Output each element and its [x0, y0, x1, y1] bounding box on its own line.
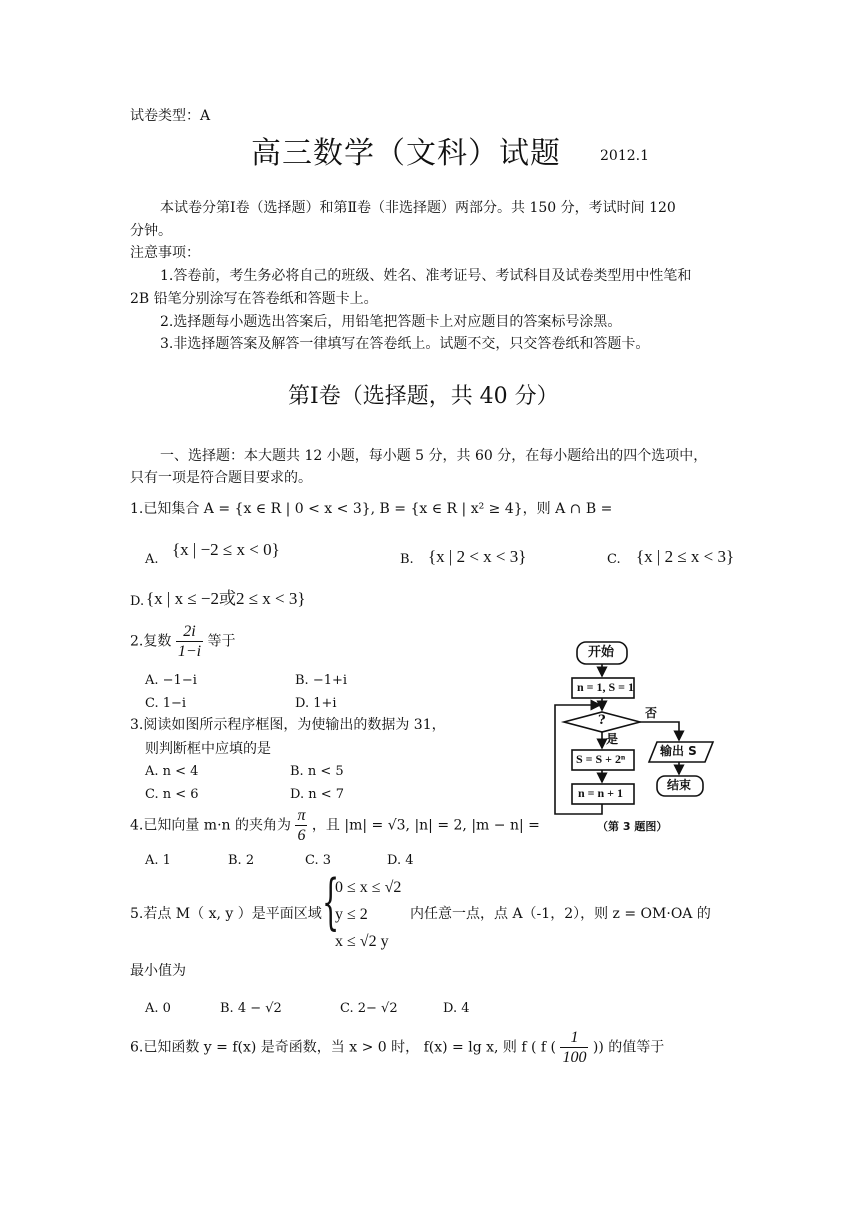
flowchart-update-s-label: S = S + 2ⁿ	[576, 752, 626, 766]
q3-stem-2: 则判断框中应填的是	[145, 741, 271, 757]
q2-option-d: D. 1+i	[295, 696, 337, 711]
q4-option-c: C. 3	[305, 853, 332, 868]
q2-prefix: 2.复数	[130, 633, 172, 650]
note-3: 3.非选择题答案及解答一律填写在答卷纸上。试题不交，只交答卷纸和答题卡。	[160, 336, 650, 352]
q5-option-c: C. 2− √2	[340, 1001, 398, 1016]
q6-denominator: 100	[562, 1049, 587, 1067]
q4-suffix: ，且 |m| = √3, |n| = 2, |m − n| =	[311, 817, 540, 834]
q6-fraction	[560, 1028, 588, 1067]
q3-option-c: C. n < 6	[145, 787, 199, 802]
q5-suffix: 内任意一点，点 A（-1，2），则 z = OM·OA 的	[410, 906, 711, 922]
exam-date: 2012.1	[600, 148, 649, 164]
q5-system-line-2: y ≤ 2	[335, 906, 368, 923]
note-1a: 1.答卷前，考生务必将自己的班级、姓名、准考证号、考试科目及试卷类型用中性笔和	[160, 268, 692, 284]
q5-stem-2: 最小值为	[130, 963, 186, 979]
flowchart-caption: （第 3 题图）	[597, 820, 668, 833]
q5-option-d: D. 4	[443, 1001, 470, 1016]
q6-numerator: 1	[560, 1028, 588, 1048]
q5-option-a: A. 0	[145, 1001, 171, 1016]
q1-option-d-label: D.	[130, 594, 145, 609]
section-instruction-2: 只有一项是符合题目要求的。	[130, 470, 312, 486]
flowchart-output-label: 输出 S	[660, 744, 697, 758]
flowchart-diagram	[545, 628, 745, 840]
q5-system-brace: {	[322, 867, 340, 937]
q5-option-b: B. 4 − √2	[220, 1001, 282, 1016]
flowchart-start-label: 开始	[588, 645, 615, 660]
q1-option-c: {x | 2 ≤ x < 3}	[636, 547, 735, 566]
flowchart-update-n-label: n = n + 1	[578, 786, 624, 800]
paper-type: 试卷类型：A	[130, 108, 211, 124]
q4-fraction	[295, 806, 307, 845]
section-instruction-1: 一、选择题：本大题共 12 小题，每小题 5 分，共 60 分，在每小题给出的四个选项中，	[160, 448, 708, 464]
q1-option-d: {x | x ≤ −2或2 ≤ x < 3}	[146, 589, 306, 608]
page-title: 高三数学（文科）试题	[251, 136, 561, 171]
q4-denominator: 6	[297, 827, 306, 845]
q2-denominator: 1−i	[177, 643, 202, 661]
q2-stem	[130, 622, 236, 661]
q4-numerator: π	[295, 806, 307, 826]
q1-option-a-label: A.	[145, 552, 159, 567]
q5-system-line-1: 0 ≤ x ≤ √2	[335, 879, 402, 896]
flowchart-init-label: n = 1, S = 1	[577, 680, 635, 694]
flowchart-decision-label: ?	[598, 713, 606, 728]
q6-prefix: 6.已知函数 y = f(x) 是奇函数，当 x > 0 时， f(x) = lg x, 则 f ( f (	[130, 1039, 556, 1056]
q2-option-c: C. 1−i	[145, 696, 187, 711]
intro-line-1: 本试卷分第Ⅰ卷（选择题）和第Ⅱ卷（非选择题）两部分。共 150 分，考试时间 120	[160, 200, 676, 216]
intro-line-2: 分钟。	[130, 223, 172, 239]
note-2: 2.选择题每小题选出答案后，用铅笔把答题卡上对应题目的答案标号涂黑。	[160, 314, 622, 330]
q3-option-d: D. n < 7	[290, 787, 345, 802]
q2-numerator: 2i	[176, 622, 203, 642]
flowchart	[545, 628, 745, 840]
notes-heading: 注意事项：	[130, 245, 200, 261]
q1-option-b: {x | 2 < x < 3}	[428, 547, 527, 566]
q5-system-line-3: x ≤ √2 y	[335, 933, 389, 950]
q6-suffix: )) 的值等于	[592, 1039, 665, 1056]
q3-option-b: B. n < 5	[290, 764, 344, 779]
flowchart-end-label: 结束	[667, 778, 692, 792]
q4-stem	[130, 806, 540, 845]
note-1b: 2B 铅笔分别涂写在答卷纸和答题卡上。	[130, 291, 378, 307]
q6-stem	[130, 1028, 664, 1067]
q4-option-b: B. 2	[228, 853, 255, 868]
q1-stem: 1.已知集合 A = {x ∈ R | 0 < x < 3}, B = {x ∈ R | x² ≥ 4}，则 A ∩ B =	[130, 501, 613, 517]
q1-option-b-label: B.	[400, 552, 414, 567]
q3-option-a: A. n < 4	[145, 764, 199, 779]
q4-option-a: A. 1	[145, 853, 171, 868]
q2-option-b: B. −1+i	[295, 673, 348, 688]
q4-prefix: 4.已知向量 m·n 的夹角为	[130, 817, 291, 834]
q5-prefix: 5.若点 M（ x, y ）是平面区域	[130, 906, 322, 922]
q2-suffix: 等于	[207, 633, 236, 650]
q2-option-a: A. −1−i	[145, 673, 197, 688]
q3-stem-1: 3.阅读如图所示程序框图，为使输出的数据为 31，	[130, 717, 446, 733]
flowchart-no-label: 否	[645, 706, 658, 720]
q1-option-c-label: C.	[607, 552, 621, 567]
q2-fraction	[176, 622, 203, 661]
flowchart-yes-label: 是	[606, 732, 619, 746]
q4-option-d: D. 4	[387, 853, 414, 868]
section-title: 第Ⅰ卷（选择题，共 40 分）	[288, 384, 559, 409]
q1-option-a: {x | −2 ≤ x < 0}	[172, 540, 280, 559]
